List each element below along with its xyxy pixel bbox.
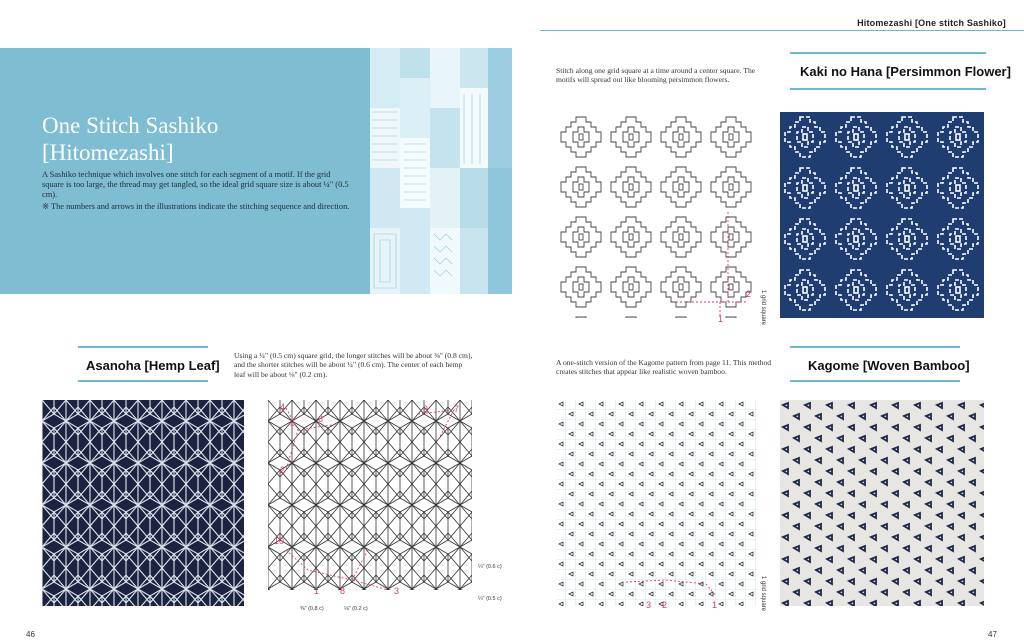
intro-body: A Sashiko technique which involves one stitch for each segment of a motif. If the grid square is too large, the thread may get tangled, so the ideal grid square size is about ¼" (0.5 cm). — [42, 170, 349, 200]
asanoha-heading-rule — [78, 346, 208, 348]
kaki-photo — [780, 112, 984, 318]
kagome-heading-rule-bottom — [790, 380, 960, 382]
kagome-grid-label: 1 grid square — [760, 576, 766, 612]
kaki-description: Stitch along one grid square at a time around a center square. The motifs will spread out like blooming persimmon flowers. — [556, 66, 756, 85]
page-number-left: 46 — [26, 630, 35, 639]
asanoha-mark-10: 10 — [274, 536, 285, 546]
asanoha-mark-8: 8 — [340, 586, 346, 596]
asanoha-heading-rule-bottom — [78, 380, 208, 382]
running-head: Hitomezashi [One stitch Sashiko] — [857, 18, 1006, 28]
asanoha-dim-center: ⅛" (0.2 c) — [344, 606, 368, 612]
asanoha-dim-grid: ¼" (0.5 c) — [478, 596, 502, 602]
intro-title-line2: [Hitomezashi] — [42, 140, 174, 165]
kagome-mark-2: 2 — [662, 600, 668, 610]
kaki-mark-1: 1 — [718, 314, 724, 324]
kagome-diagram — [556, 400, 756, 606]
kaki-heading-rule — [790, 52, 986, 54]
asanoha-photo — [42, 400, 244, 606]
asanoha-mark-7: 7 — [454, 404, 460, 414]
kaki-heading-rule-bottom — [790, 88, 986, 90]
asanoha-mark-4: 4 — [280, 402, 286, 412]
intro-title-line1: One Stitch Sashiko — [42, 113, 219, 138]
kagome-heading: Kagome [Woven Bamboo] — [808, 358, 970, 373]
asanoha-diagram — [268, 400, 472, 590]
asanoha-heading: Asanoha [Hemp Leaf] — [86, 358, 220, 373]
page-number-right: 47 — [988, 630, 997, 639]
kaki-mark-2: 2 — [746, 289, 752, 299]
asanoha-mark-9: 9 — [423, 404, 429, 414]
fabric-mosaic-image — [370, 48, 512, 294]
kagome-heading-rule — [790, 346, 960, 348]
asanoha-mark-1: 1 — [314, 586, 320, 596]
kagome-mark-1: 1 — [712, 600, 718, 610]
intro-title — [42, 112, 362, 166]
asanoha-mark-3: 3 — [394, 586, 400, 596]
kaki-diagram — [556, 112, 756, 318]
asanoha-mark-5: 5 — [290, 418, 296, 428]
asanoha-description: Using a ¼" (0.5 cm) square grid, the longer stitches will be about ⅜" (0.8 cm), and the shorter stitches will be about ¼" (0.6 cm). The center of each hemp leaf will be about ⅛" (0.2 cm). — [234, 351, 473, 379]
kaki-heading: Kaki no Hana [Persimmon Flower] — [800, 64, 1011, 79]
kagome-description: A one-stitch version of the Kagome pattern from page 11. This method creates stitches that appear like realistic woven bamboo. — [556, 358, 772, 377]
asanoha-mark-2: 2 — [280, 465, 286, 475]
header-rule — [540, 30, 1024, 31]
asanoha-dim-short: ¼" (0.6 c) — [478, 564, 502, 570]
asanoha-dim-long: ⅜" (0.8 c) — [300, 606, 324, 612]
kagome-mark-3: 3 — [646, 600, 652, 610]
kaki-grid-label: 1 grid square — [760, 290, 766, 326]
kagome-photo — [780, 400, 984, 606]
intro-note: ※ The numbers and arrows in the illustrations indicate the stitching sequence and direction. — [42, 202, 350, 211]
asanoha-mark-6: 6 — [318, 414, 324, 424]
